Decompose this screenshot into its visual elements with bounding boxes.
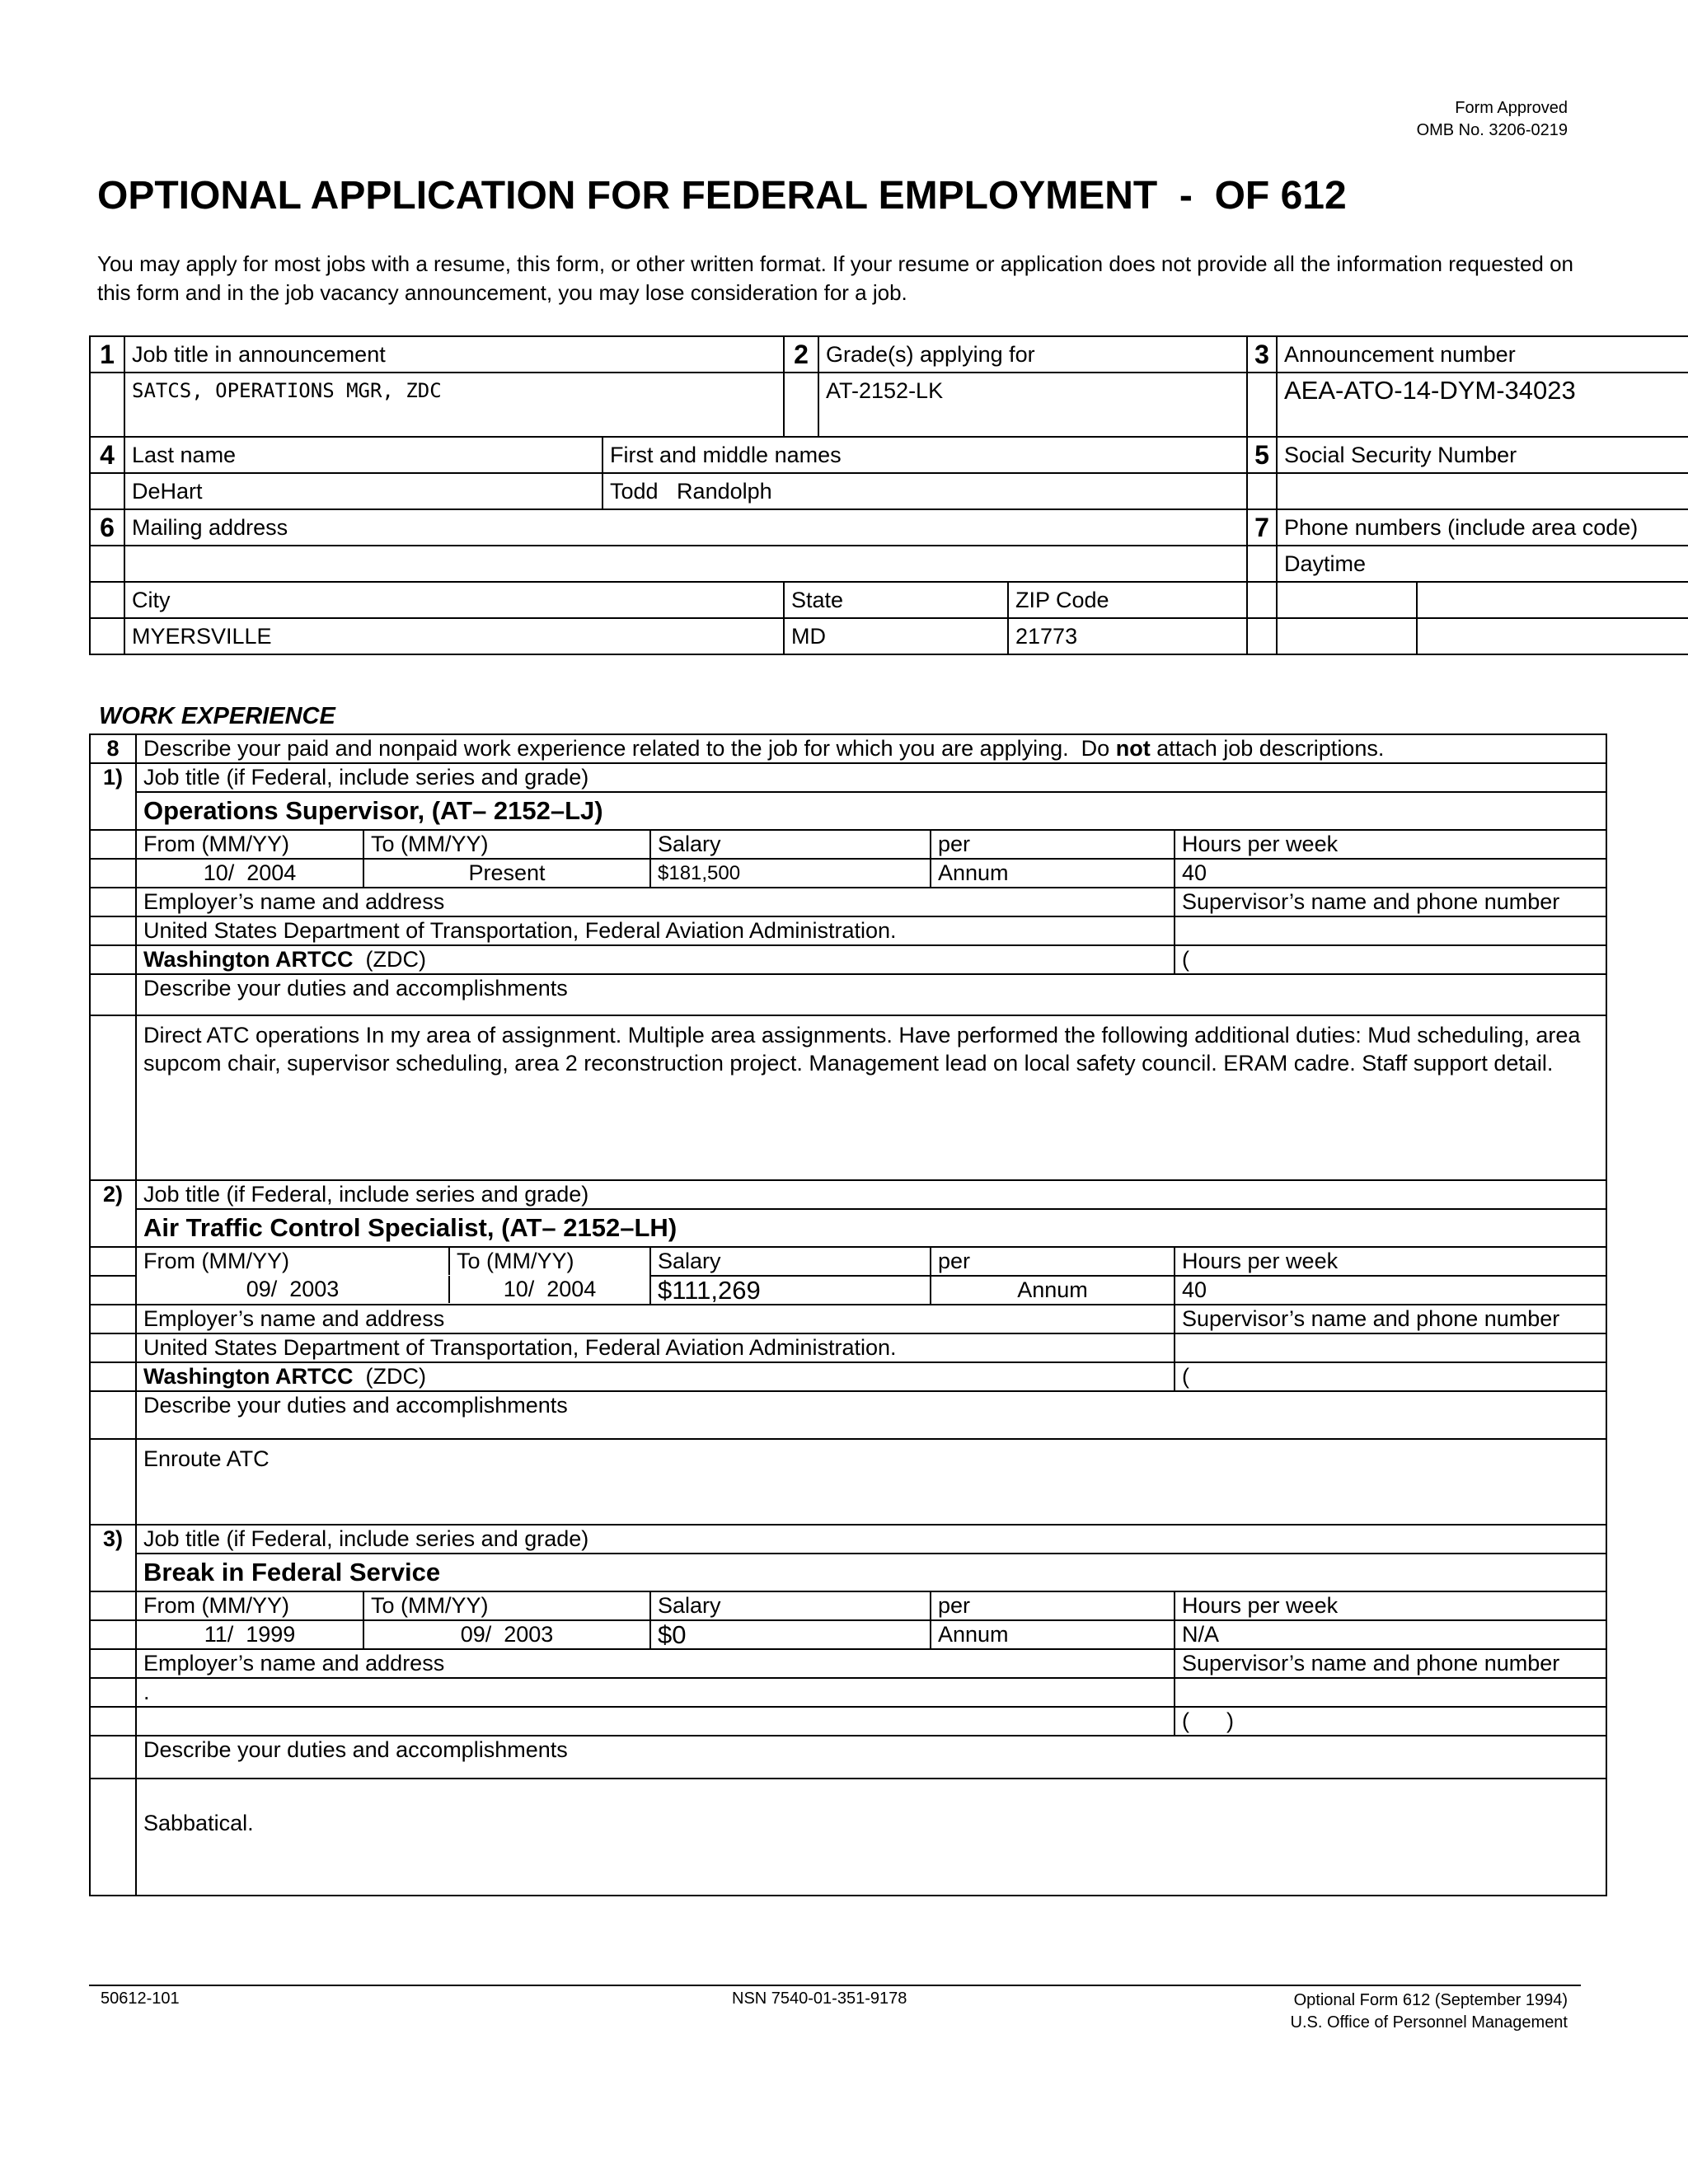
field-number-8: 8	[90, 734, 136, 763]
per-field[interactable]: Annum	[931, 1620, 1175, 1649]
per-field[interactable]: Annum	[931, 859, 1175, 888]
supervisor-label: Supervisor’s name and phone number	[1175, 1649, 1606, 1678]
hours-label: Hours per week	[1175, 830, 1606, 859]
page-title: OPTIONAL APPLICATION FOR FEDERAL EMPLOYMENT - OF 612	[97, 174, 1347, 218]
footer-form-info	[1291, 1990, 1568, 2034]
employer-label: Employer’s name and address	[136, 888, 1175, 916]
footer-divider	[89, 1985, 1581, 1986]
to-field[interactable]: Present	[363, 859, 650, 888]
from-label: From (MM/YY)	[136, 830, 363, 859]
duties-field[interactable]: Direct ATC operations In my area of assignment. Multiple area assignments. Have performed the following additional duties: Mud scheduling, area supcom chair, supervisor scheduling, area 2 reconstruction project. Management lead on local safety council. ERAM cadre. Staff support detail.	[136, 1015, 1606, 1180]
mailing-address-field[interactable]	[124, 546, 1247, 582]
from-field[interactable]: 09/ 2003	[137, 1276, 449, 1303]
work-experience-heading: WORK EXPERIENCE	[99, 703, 335, 729]
work-experience-table	[89, 733, 1607, 1896]
job-title-label: Job title (if Federal, include series and grade)	[136, 1525, 1606, 1554]
ssn-field[interactable]	[1277, 473, 1688, 509]
per-label: per	[931, 830, 1175, 859]
mailing-address-label: Mailing address	[124, 509, 1247, 546]
field-number-3: 3	[1247, 336, 1277, 373]
per-field[interactable]: Annum	[931, 1276, 1175, 1305]
omb-block	[1417, 97, 1568, 142]
to-label: To (MM/YY)	[449, 1248, 649, 1275]
duties-label: Describe your duties and accomplishments	[136, 1736, 1606, 1779]
salary-field[interactable]: $111,269	[650, 1276, 931, 1305]
duties-field[interactable]: Enroute ATC	[136, 1439, 1606, 1525]
per-label: per	[931, 1591, 1175, 1620]
supervisor-field[interactable]	[1175, 1678, 1606, 1707]
field-number-1: 1	[90, 336, 124, 373]
field-number-4: 4	[90, 437, 124, 473]
form-approved: Form Approved	[1455, 99, 1568, 117]
omb-number: OMB No. 3206-0219	[1416, 121, 1568, 139]
job-title-label: Job title (if Federal, include series and grade)	[136, 1180, 1606, 1209]
first-name-label: First and middle names	[603, 437, 1247, 473]
salary-label: Salary	[650, 830, 931, 859]
hours-field[interactable]: 40	[1175, 859, 1606, 888]
to-label: To (MM/YY)	[363, 830, 650, 859]
grade-field[interactable]: AT-2152-LK	[818, 373, 1247, 437]
evening-phone-field-2[interactable]	[1417, 618, 1688, 654]
to-field[interactable]: 09/ 2003	[363, 1620, 650, 1649]
salary-label: Salary	[650, 1247, 931, 1276]
work-instruction: Describe your paid and nonpaid work experience related to the job for which you are applying. Do not attach job descriptions.	[136, 734, 1606, 763]
supervisor-label: Supervisor’s name and phone number	[1175, 1305, 1606, 1333]
job-title-value[interactable]: Break in Federal Service	[136, 1554, 1606, 1591]
field-number-2: 2	[784, 336, 818, 373]
supervisor-phone-field[interactable]: (	[1175, 1362, 1606, 1391]
salary-field[interactable]: $181,500	[650, 859, 931, 888]
employer-label: Employer’s name and address	[136, 1649, 1175, 1678]
zip-field[interactable]: 21773	[1008, 618, 1247, 654]
state-label: State	[784, 582, 1008, 618]
city-field[interactable]: MYERSVILLE	[124, 618, 784, 654]
duties-label: Describe your duties and accomplishments	[136, 974, 1606, 1015]
footer-nsn: NSN 7540-01-351-9178	[732, 1990, 907, 2008]
job-title-field[interactable]: SATCS, OPERATIONS MGR, ZDC	[124, 373, 784, 437]
employer-label: Employer’s name and address	[136, 1305, 1175, 1333]
announcement-field[interactable]: AEA-ATO-14-DYM-34023	[1277, 373, 1688, 437]
job-title-label: Job title (if Federal, include series and grade)	[136, 763, 1606, 792]
city-label: City	[124, 582, 784, 618]
from-label: From (MM/YY)	[136, 1591, 363, 1620]
applicant-info-table	[89, 335, 1688, 655]
first-name-field[interactable]: Todd Randolph	[603, 473, 1247, 509]
salary-field[interactable]: $0	[650, 1620, 931, 1649]
duties-field[interactable]: Sabbatical.	[136, 1779, 1606, 1896]
daytime-label: Daytime	[1277, 546, 1688, 582]
footer-form-name: Optional Form 612 (September 1994)	[1293, 1991, 1568, 2009]
field-number-6: 6	[90, 509, 124, 546]
daytime-phone-field-2[interactable]	[1277, 618, 1417, 654]
phone-label: Phone numbers (include area code)	[1277, 509, 1688, 546]
employer-field-line2[interactable]: Washington ARTCC (ZDC)	[136, 1362, 1175, 1391]
from-field[interactable]: 11/ 1999	[136, 1620, 363, 1649]
job-index: 2)	[90, 1180, 136, 1247]
per-label: per	[931, 1247, 1175, 1276]
employer-field[interactable]: United States Department of Transportation, Federal Aviation Administration.	[136, 916, 1175, 945]
job-title-label: Job title in announcement	[124, 336, 784, 373]
daytime-phone-field[interactable]	[1277, 582, 1417, 618]
from-field[interactable]: 10/ 2004	[136, 859, 363, 888]
to-field[interactable]: 10/ 2004	[449, 1276, 649, 1303]
employer-field-line2[interactable]: Washington ARTCC (ZDC)	[136, 945, 1175, 974]
announcement-label: Announcement number	[1277, 336, 1688, 373]
job-title-value[interactable]: Air Traffic Control Specialist, (AT– 2152–LH)	[136, 1209, 1606, 1247]
to-label: To (MM/YY)	[363, 1591, 650, 1620]
supervisor-field[interactable]	[1175, 1333, 1606, 1362]
job-title-value[interactable]: Operations Supervisor, (AT– 2152–LJ)	[136, 792, 1606, 830]
last-name-label: Last name	[124, 437, 603, 473]
grade-label: Grade(s) applying for	[818, 336, 1247, 373]
supervisor-phone-field[interactable]: ( )	[1175, 1707, 1606, 1736]
hours-label: Hours per week	[1175, 1591, 1606, 1620]
hours-field[interactable]: N/A	[1175, 1620, 1606, 1649]
hours-field[interactable]: 40	[1175, 1276, 1606, 1305]
supervisor-label: Supervisor’s name and phone number	[1175, 888, 1606, 916]
supervisor-phone-field[interactable]: (	[1175, 945, 1606, 974]
salary-label: Salary	[650, 1591, 931, 1620]
intro-text: You may apply for most jobs with a resume, this form, or other written format. If your resume or application does not provide all the information requested on this form and in the job vacancy announcement, you may lose consideration for a job.	[97, 251, 1574, 305]
employer-field[interactable]: .	[136, 1678, 1175, 1707]
zip-label: ZIP Code	[1008, 582, 1247, 618]
supervisor-field[interactable]	[1175, 916, 1606, 945]
duties-label: Describe your duties and accomplishments	[136, 1391, 1606, 1439]
from-label: From (MM/YY)	[137, 1248, 449, 1275]
field-number-5: 5	[1247, 437, 1277, 473]
field-number-7: 7	[1247, 509, 1277, 546]
footer-form-code: 50612-101	[101, 1990, 180, 2008]
employer-field[interactable]: United States Department of Transportation, Federal Aviation Administration.	[136, 1333, 1175, 1362]
ssn-label: Social Security Number	[1277, 437, 1688, 473]
job-index: 3)	[90, 1525, 136, 1591]
state-field[interactable]: MD	[784, 618, 1008, 654]
employer-field-line2[interactable]	[136, 1707, 1175, 1736]
hours-label: Hours per week	[1175, 1247, 1606, 1276]
job-index: 1)	[90, 763, 136, 830]
evening-phone-field[interactable]	[1417, 582, 1688, 618]
footer-agency: U.S. Office of Personnel Management	[1290, 2013, 1568, 2032]
last-name-field[interactable]: DeHart	[124, 473, 603, 509]
